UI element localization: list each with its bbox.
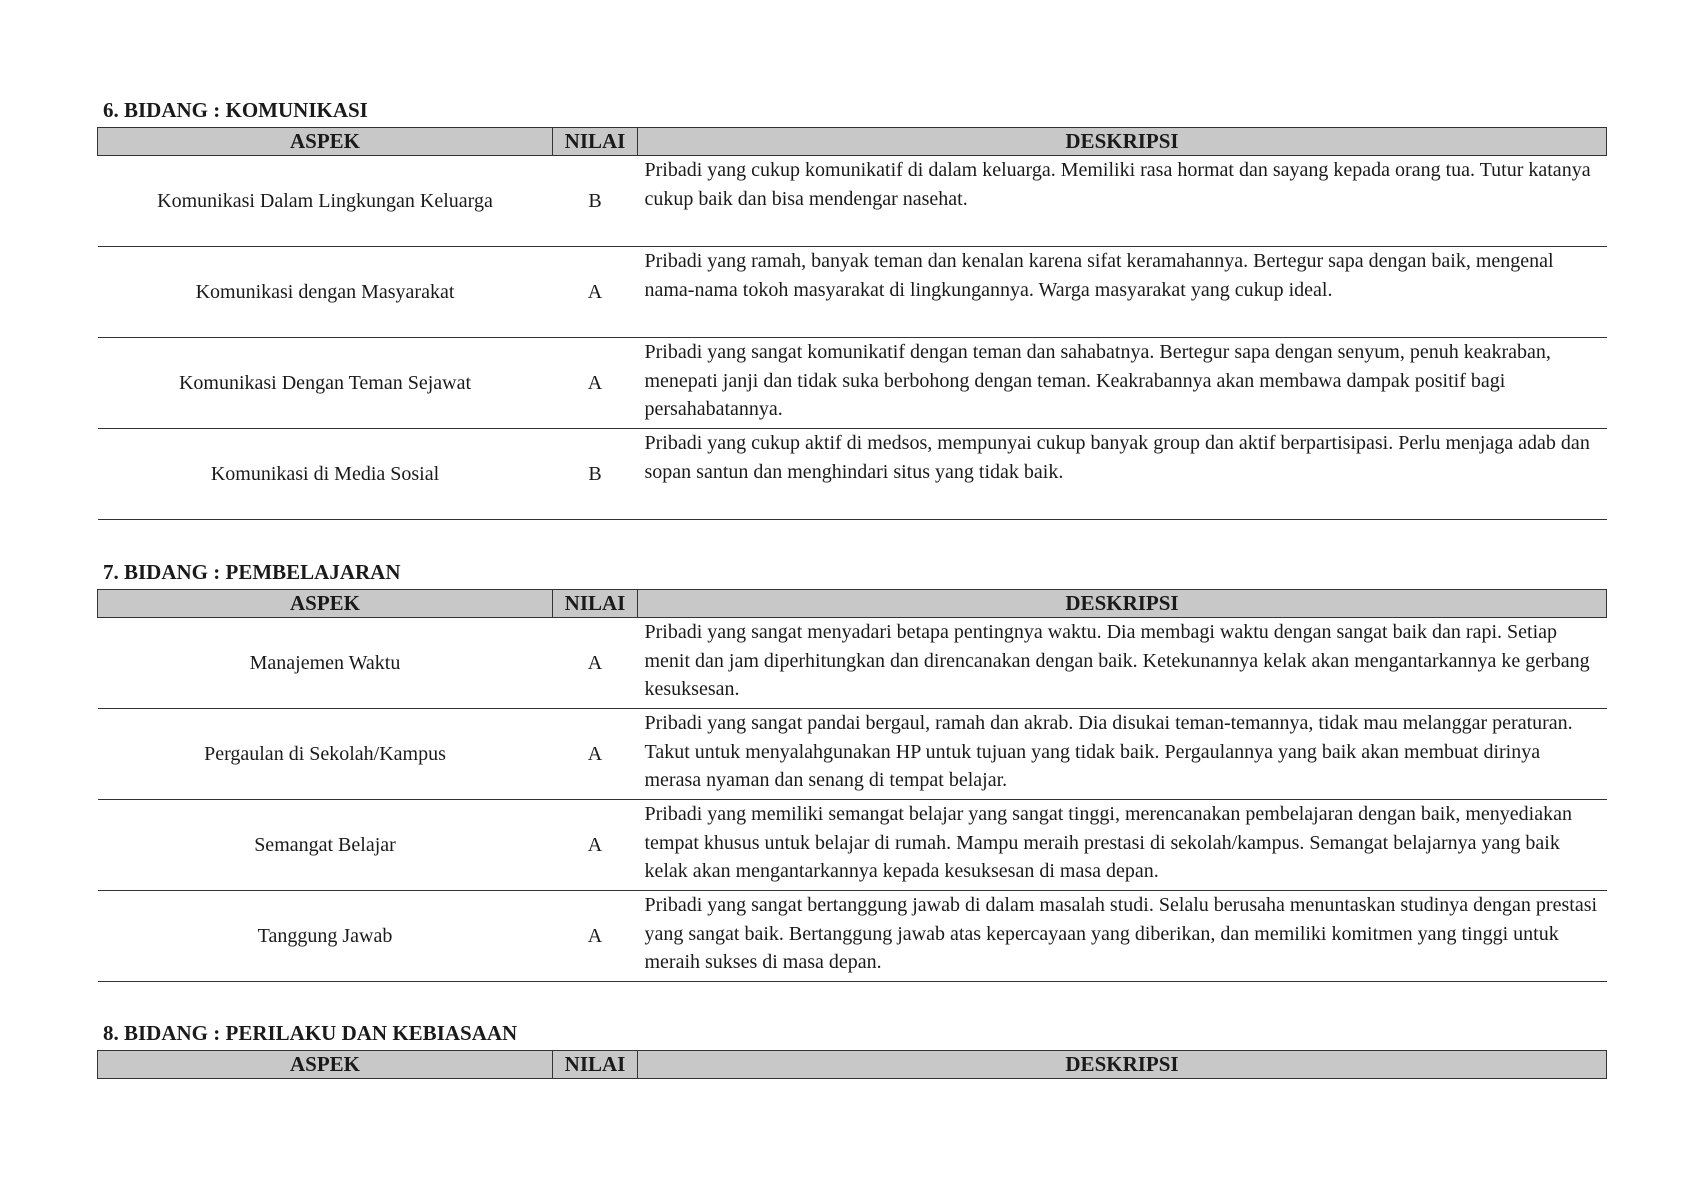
table-row	[98, 338, 1607, 429]
aspek-cell: Manajemen Waktu	[98, 618, 553, 709]
aspek-cell: Komunikasi Dengan Teman Sejawat	[98, 338, 553, 429]
deskripsi-cell: Pribadi yang sangat komunikatif dengan teman dan sahabatnya. Bertegur sapa dengan senyum, penuh keakraban, menepati janji dan tidak suka berbohong dengan teman. Keakrabannya akan membawa dampak positif bagi persahabatannya.	[638, 338, 1607, 429]
header-nilai: NILAI	[553, 128, 638, 156]
header-aspek: ASPEK	[98, 1051, 553, 1079]
deskripsi-cell: Pribadi yang sangat pandai bergaul, ramah dan akrab. Dia disukai teman-temannya, tidak mau melanggar peraturan. Takut untuk menyalahgunakan HP untuk tujuan yang tidak baik. Pergaulannya yang baik akan membuat dirinya merasa nyaman dan senang di tempat belajar.	[638, 709, 1607, 800]
nilai-cell: A	[553, 891, 638, 982]
aspek-cell: Komunikasi Dalam Lingkungan Keluarga	[98, 156, 553, 247]
nilai-cell: A	[553, 618, 638, 709]
table-row	[98, 800, 1607, 891]
table-row	[98, 709, 1607, 800]
deskripsi-cell: Pribadi yang cukup aktif di medsos, mempunyai cukup banyak group dan aktif berpartisipasi. Perlu menjaga adab dan sopan santun dan menghindari situs yang tidak baik.	[638, 429, 1607, 520]
aspek-cell: Pergaulan di Sekolah/Kampus	[98, 709, 553, 800]
komunikasi-table	[97, 127, 1607, 520]
aspek-cell: Komunikasi dengan Masyarakat	[98, 247, 553, 338]
nilai-cell: A	[553, 709, 638, 800]
pembelajaran-table	[97, 589, 1607, 982]
table-row	[98, 891, 1607, 982]
deskripsi-cell: Pribadi yang sangat bertanggung jawab di dalam masalah studi. Selalu berusaha menuntaskan studinya dengan prestasi yang sangat baik. Bertanggung jawab atas kepercayaan yang diberikan, dan memiliki komitmen yang tinggi untuk meraih sukses di masa depan.	[638, 891, 1607, 982]
section-title: 6. BIDANG : KOMUNIKASI	[103, 98, 368, 122]
aspek-cell: Komunikasi di Media Sosial	[98, 429, 553, 520]
nilai-cell: A	[553, 800, 638, 891]
aspek-cell: Tanggung Jawab	[98, 891, 553, 982]
section-title: 7. BIDANG : PEMBELAJARAN	[103, 560, 401, 584]
nilai-cell: A	[553, 338, 638, 429]
perilaku-table	[97, 1050, 1607, 1079]
table-header-row	[98, 1051, 1607, 1079]
table-row	[98, 247, 1607, 338]
header-deskripsi: DESKRIPSI	[638, 590, 1607, 618]
header-aspek: ASPEK	[98, 128, 553, 156]
header-deskripsi: DESKRIPSI	[638, 128, 1607, 156]
table-row	[98, 618, 1607, 709]
table-header-row	[98, 128, 1607, 156]
table-row	[98, 156, 1607, 247]
nilai-cell: A	[553, 247, 638, 338]
deskripsi-cell: Pribadi yang memiliki semangat belajar yang sangat tinggi, merencanakan pembelajaran dengan baik, menyediakan tempat khusus untuk belajar di rumah. Mampu meraih prestasi di sekolah/kampus. Semangat belajarnya yang baik kelak akan mengantarkannya kepada kesuksesan di masa depan.	[638, 800, 1607, 891]
header-nilai: NILAI	[553, 1051, 638, 1079]
aspek-cell: Semangat Belajar	[98, 800, 553, 891]
header-deskripsi: DESKRIPSI	[638, 1051, 1607, 1079]
section-title: 8. BIDANG : PERILAKU DAN KEBIASAAN	[103, 1021, 518, 1045]
table-row	[98, 429, 1607, 520]
header-nilai: NILAI	[553, 590, 638, 618]
nilai-cell: B	[553, 429, 638, 520]
nilai-cell: B	[553, 156, 638, 247]
table-header-row	[98, 590, 1607, 618]
deskripsi-cell: Pribadi yang ramah, banyak teman dan kenalan karena sifat keramahannya. Bertegur sapa dengan baik, mengenal nama-nama tokoh masyarakat di lingkungannya. Warga masyarakat yang cukup ideal.	[638, 247, 1607, 338]
header-aspek: ASPEK	[98, 590, 553, 618]
deskripsi-cell: Pribadi yang cukup komunikatif di dalam keluarga. Memiliki rasa hormat dan sayang kepada orang tua. Tutur katanya cukup baik dan bisa mendengar nasehat.	[638, 156, 1607, 247]
deskripsi-cell: Pribadi yang sangat menyadari betapa pentingnya waktu. Dia membagi waktu dengan sangat baik dan rapi. Setiap menit dan jam diperhitungkan dan direncanakan dengan baik. Ketekunannya kelak akan mengantarkannya ke gerbang kesuksesan.	[638, 618, 1607, 709]
